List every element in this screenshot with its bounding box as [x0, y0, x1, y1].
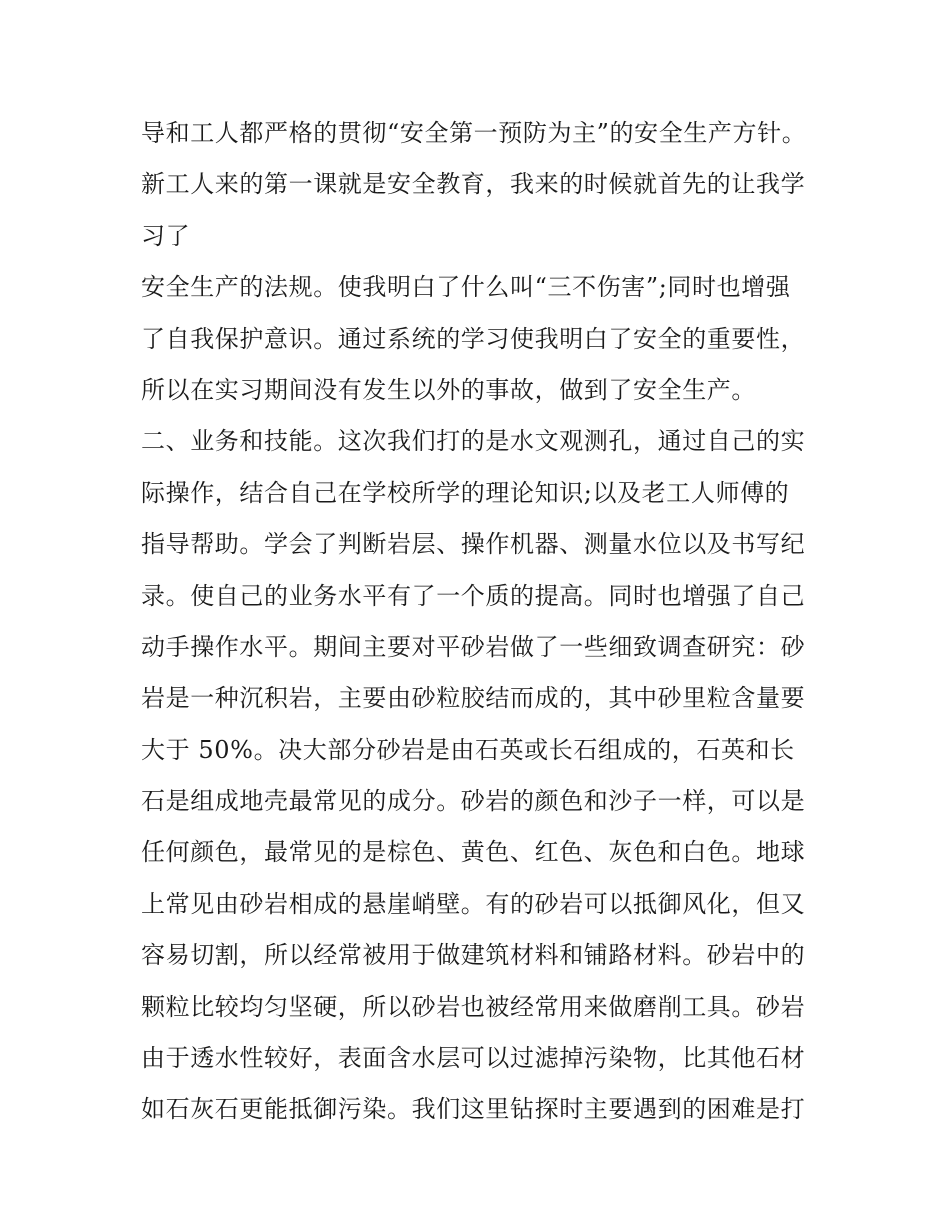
text-line: 颗粒比较均匀坚硬，所以砂岩也被经常用来做磨削工具。砂岩	[141, 992, 806, 1021]
text-line: 习了	[141, 221, 191, 250]
text-line: 动手操作水平。期间主要对平砂岩做了一些细致调查研究：砂	[141, 632, 806, 661]
text-line: 大于 50%。决大部分砂岩是由石英或长石组成的，石英和长	[141, 735, 795, 764]
text-line: 由于透水性较好，表面含水层可以过滤掉污染物，比其他石材	[141, 1044, 806, 1073]
body-text	[141, 108, 821, 1136]
text-line: 任何颜色，最常见的是棕色、黄色、红色、灰色和白色。地球	[141, 838, 806, 867]
text-line: 指导帮助。学会了判断岩层、操作机器、测量水位以及书写纪	[141, 530, 806, 559]
text-line: 安全生产的法规。使我明白了什么叫“三不伤害”;同时也增强	[141, 273, 791, 302]
text-line: 录。使自己的业务水平有了一个质的提高。同时也增强了自己	[141, 581, 806, 610]
text-line: 所以在实习期间没有发生以外的事故，做到了安全生产。	[141, 375, 756, 404]
text-line: 上常见由砂岩相成的悬崖峭壁。有的砂岩可以抵御风化，但又	[141, 889, 806, 918]
text-line: 导和工人都严格的贯彻“安全第一预防为主”的安全生产方针。	[141, 119, 807, 147]
text-line: 二、业务和技能。这次我们打的是水文观测孔，通过自己的实	[141, 427, 806, 456]
text-line: 岩是一种沉积岩，主要由砂粒胶结而成的，其中砂里粒含量要	[141, 684, 806, 713]
text-line: 如石灰石更能抵御污染。我们这里钻探时主要遇到的困难是打	[141, 1095, 806, 1124]
text-line: 容易切割，所以经常被用于做建筑材料和铺路材料。砂岩中的	[141, 941, 806, 970]
text-line: 石是组成地壳最常见的成分。砂岩的颜色和沙子一样，可以是	[141, 787, 806, 816]
text-line: 新工人来的第一课就是安全教育，我来的时候就首先的让我学	[141, 170, 806, 199]
text-line: 了自我保护意识。通过系统的学习使我明白了安全的重要性，	[141, 324, 806, 353]
text-line: 际操作，结合自己在学校所学的理论知识;以及老工人师傅的	[141, 478, 790, 507]
